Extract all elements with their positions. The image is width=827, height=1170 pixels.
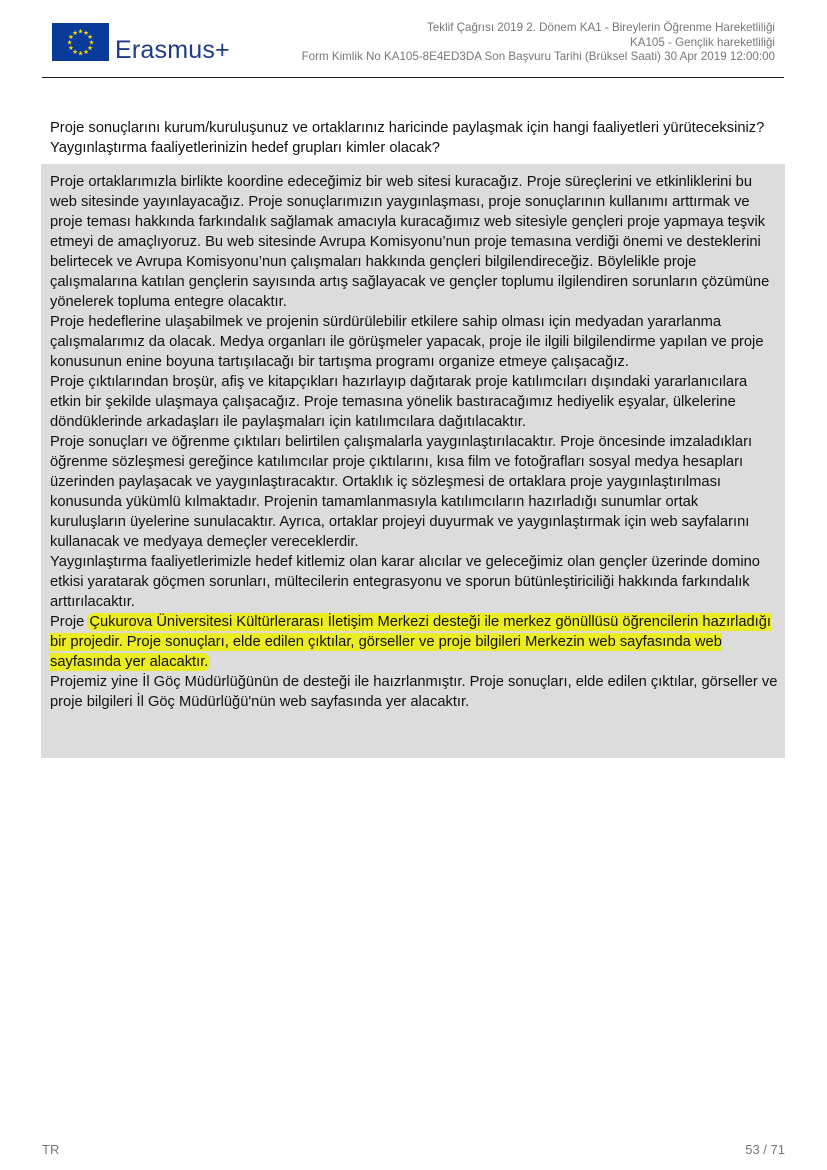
answer-paragraph: Proje sonuçları ve öğrenme çıktıları belirtilen çalışmalarla yaygınlaştırılacaktır. Proje öncesinde imzaladıkları öğrenme sözleşmesi gereğince katılımcılar proje çıktılarını, kısa film ve fotoğrafları sosyal medya hesapları üzerinden paylaşacak ve yaygınlaştıracaktır. Ortaklık iç sözleşmesi de ortaklara proje yaygınlaştırılması konusunda yükümlü kılmaktadır. Projenin tamamlanmasıyla katılımcıların hazırladığı sunumlar ortak kuruluşların üyelerine sunulacaktır. Ayrıca, ortaklar projeyi duyurmak ve yaygınlaştırmak için web sayfalarını kullanacak ve medyaya demeçler vereceklerdir. (50, 434, 753, 550)
flag-star-icon: ★ (77, 49, 84, 58)
form-id-deadline: Form Kimlik No KA105-8E4ED3DA Son Başvuru Tarihi (Brüksel Saati) 30 Apr 2019 12:00:00 (301, 50, 775, 64)
brand-name: Erasmus+ (115, 36, 230, 64)
flag-star-icon: ★ (87, 33, 93, 41)
answer-text (50, 172, 778, 712)
flag-star-icon: ★ (72, 28, 78, 37)
flag-star-icon: ★ (68, 33, 74, 41)
header-meta (215, 21, 775, 65)
call-title: Teklif Çağrısı 2019 2. Dönem KA1 - Bireylerin Öğrenme Hareketliliği (427, 21, 775, 34)
flag-star-icon: ★ (83, 48, 89, 57)
flag-star-icon: ★ (83, 28, 89, 37)
highlight-prefix: Proje (50, 614, 89, 630)
highlighted-text: Çukurova Üniversitesi Kültürlerarası İletişim Merkezi desteği ile merkez gönüllüsü öğrencilerin hazırladığı bir projedir. Proje sonuçları, elde edilen çıktılar, görseller ve proje bilgileri Merkezin web sayfasında web sayfasında yer alacaktır. (50, 614, 771, 670)
highlighted-paragraph (50, 612, 778, 672)
answer-paragraph: Proje hedeflerine ulaşabilmek ve projenin sürdürülebilir etkilere sahip olması için medyadan yararlanma çalışmalarımız da olacak. Medya organları ile görüşmeler yapacak, proje ile ilgili bilgilendirme yapılan ve proje konusunun enine boyuna tartışılacağı bir tartışma programı organize etmeye çalışacağız. (50, 314, 764, 370)
header-divider (42, 77, 784, 78)
page-header (0, 0, 827, 80)
flag-star-icon: ★ (66, 38, 73, 47)
answer-box (41, 164, 785, 758)
action-type: KA105 - Gençlik hareketliliği (630, 35, 775, 49)
question-text: Proje sonuçlarını kurum/kuruluşunuz ve ortaklarınız haricinde paylaşmak için hangi faaliyetleri yürüteceksiniz? Yaygınlaştırma faaliyetlerinizin hedef grupları kimler olacak? (50, 120, 765, 156)
page-number: 53 / 71 (745, 1142, 785, 1157)
footer-language: TR (42, 1142, 60, 1157)
answer-paragraph: Yaygınlaştırma faaliyetlerimizle hedef kitlemiz olan karar alıcılar ve geleceğimiz olan gençler üzerinde domino etkisi yaratarak göçmen sorunları, mültecilerin entegrasyonu ve sporun bütünleştiriciliği hakkında farkındalık arttırılacaktır. (50, 554, 760, 610)
answer-paragraph: Projemiz yine İl Göç Müdürlüğünün de desteği ile haızrlanmıştır. Proje sonuçları, elde edilen çıktılar, görseller ve proje bilgileri İl Göç Müdürlüğü'nün web sayfasında yer alacaktır. (50, 674, 778, 710)
answer-paragraph: Proje çıktılarından broşür, afiş ve kitapçıkları hazırlayıp dağıtarak proje katılımcıları dışındaki yararlanıcılara etkin bir şekilde ulaşmaya çalışacağız. Proje temasına yönelik bastıracağımız hediyelik eşyalar, ülkelerine döndüklerinde arkadaşları ile paylaşmaları için katılımcılara dağıtılacaktır. (50, 374, 748, 430)
eu-flag-icon (52, 23, 109, 61)
flag-star-icon: ★ (77, 27, 84, 36)
flag-star-icon: ★ (68, 44, 74, 52)
flag-star-icon: ★ (88, 38, 95, 47)
flag-star-icon: ★ (72, 48, 78, 57)
answer-paragraph: Proje ortaklarımızla birlikte koordine edeceğimiz bir web sitesi kuracağız. Proje süreçlerini ve etkinliklerini bu web sitesinde yayınlayacağız. Proje sonuçlarımızın yaygınlaşması, proje sonuçlarının kullanımı arttırmak ve proje teması hakkında farkındalık sağlamak amacıyla kuracağımız web sitesiyle gençleri proje yapmaya teşvik etmeyi de amaçlıyoruz. Bu web sitesinde Avrupa Komisyonu’nun proje temasına verdiği önemi ve desteklerini belirtecek ve Avrupa Komisyonu’nun çalışmaları hakkında gençleri bilgilendireceğiz. Böylelikle proje çalışmalarına katılan gençlerin sayısında artış sağlayacak ve gençler toplumu ilgilendiren sorunların çözümüne yönelerek topluma entegre olacaktır. (50, 174, 770, 310)
flag-star-icon: ★ (87, 44, 93, 52)
